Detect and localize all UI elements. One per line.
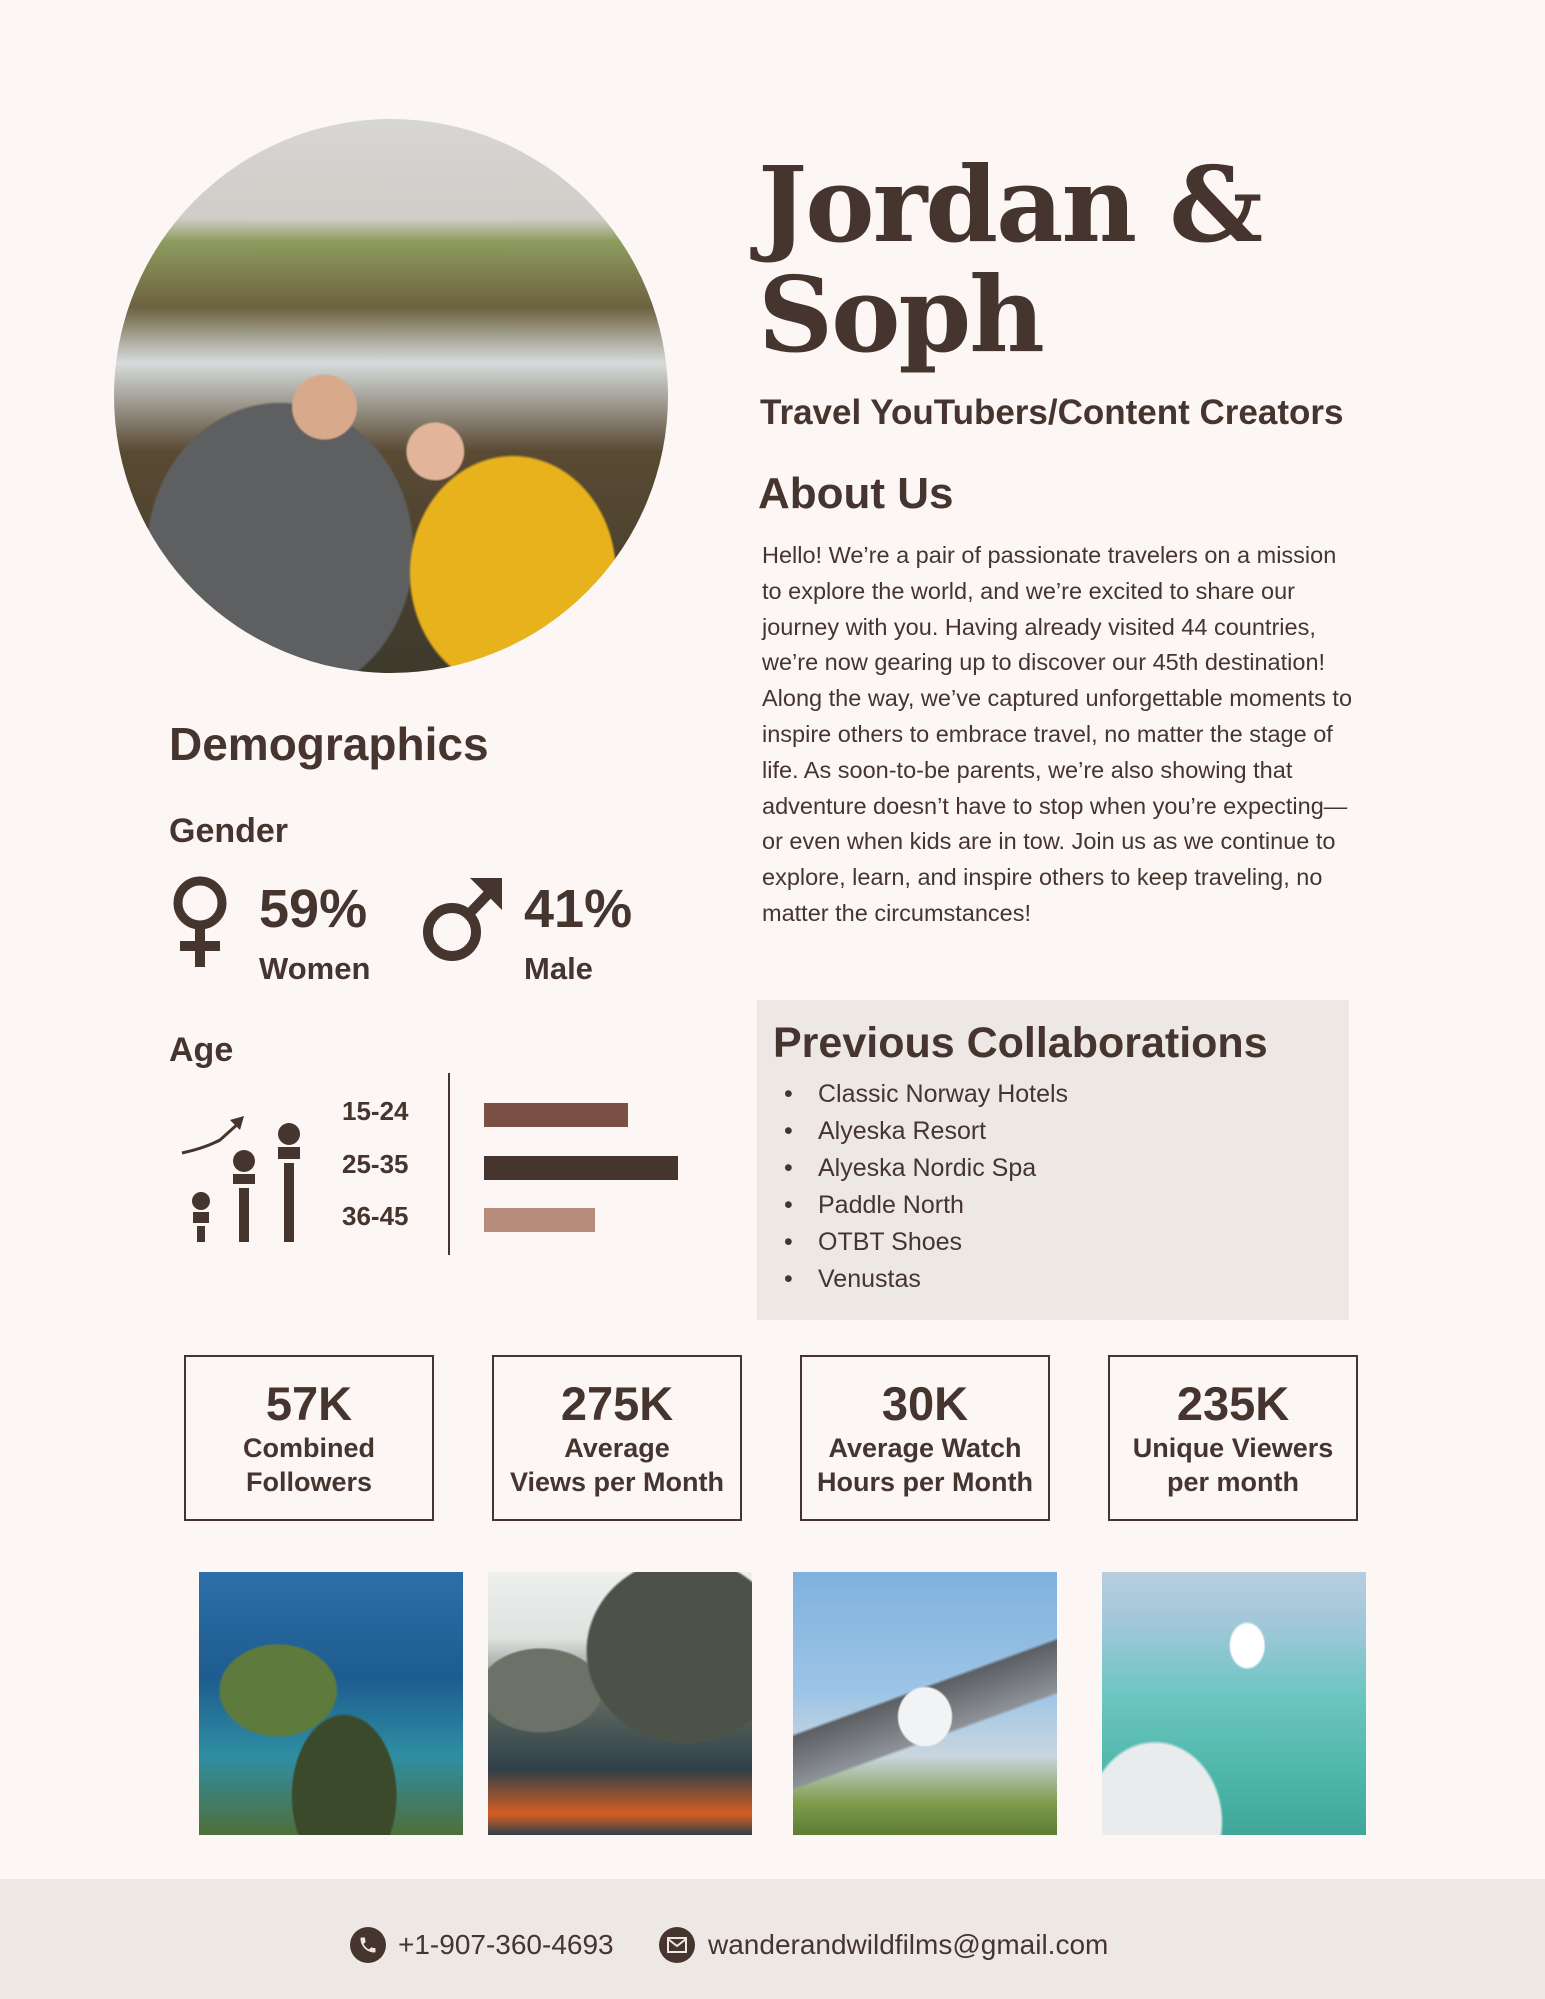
collaborations-heading: Previous Collaborations — [773, 1019, 1268, 1067]
age-label-36-45: 36-45 — [342, 1201, 409, 1231]
male-symbol-icon — [418, 870, 504, 971]
phone-number[interactable]: +1-907-360-4693 — [398, 1929, 614, 1960]
demographics-heading: Demographics — [169, 718, 489, 770]
women-percentage: 59% — [259, 879, 368, 939]
stat-label: Unique Viewers — [1132, 1433, 1334, 1463]
collaboration-item: • Alyeska Resort — [780, 1113, 1068, 1150]
stat-card-followers — [184, 1355, 434, 1521]
collaboration-item: • Alyeska Nordic Spa — [780, 1150, 1068, 1187]
collaboration-item: • Classic Norway Hotels — [780, 1076, 1068, 1113]
male-percentage: 41% — [524, 879, 633, 939]
collaboration-item: • Venustas — [780, 1261, 1068, 1298]
about-text: Hello! We’re a pair of passionate travelers on a mission to explore the world, and we’re excited to share our journey with you. Having already visited 44 countries, we’re now gearing up to discover our 45th destination! Along the way, we’ve captured unforgettable moments to inspire others to embrace travel, no matter the stage of life. As soon-to-be parents, we’re also showing that adventure doesn’t have to stop when you’re expecting—or even when kids are in tow. Join us as we continue to explore, learn, and inspire others to keep traveling, no matter the circumstances! — [762, 542, 1353, 926]
travel-photo-mountain — [793, 1572, 1057, 1835]
travel-photo-sea — [1102, 1572, 1366, 1835]
email-address[interactable]: wanderandwildfilms@gmail.com — [708, 1929, 1109, 1960]
travel-photo-coast — [199, 1572, 463, 1835]
age-bar-25-35 — [484, 1156, 678, 1180]
female-symbol-icon — [168, 873, 232, 978]
stat-label: Views per Month — [509, 1467, 725, 1497]
about-heading: About Us — [758, 469, 954, 518]
stat-label: Followers — [245, 1467, 373, 1497]
collaboration-item: • Paddle North — [780, 1187, 1068, 1224]
page-title: Jordan & Soph — [758, 143, 1262, 376]
stat-label: per month — [1167, 1467, 1299, 1497]
age-bar-15-24 — [484, 1103, 628, 1127]
stat-label: Combined — [243, 1433, 375, 1463]
collaborations-list — [780, 1076, 1068, 1298]
women-label: Women — [259, 951, 371, 986]
stat-label: Hours per Month — [817, 1467, 1033, 1497]
age-label-15-24: 15-24 — [342, 1096, 409, 1126]
collaboration-item: • OTBT Shoes — [780, 1224, 1068, 1261]
age-axis-divider — [448, 1073, 450, 1255]
stat-value: 275K — [560, 1377, 674, 1430]
hero-photo — [114, 119, 668, 673]
stat-label: Average — [564, 1433, 670, 1463]
stat-value: 30K — [881, 1377, 969, 1430]
age-bar-36-45 — [484, 1208, 595, 1232]
age-label-25-35: 25-35 — [342, 1149, 409, 1179]
envelope-icon — [659, 1927, 695, 1963]
stat-card-views — [492, 1355, 742, 1521]
stat-value: 57K — [265, 1377, 353, 1430]
gender-heading: Gender — [169, 812, 289, 850]
stat-card-unique-viewers — [1108, 1355, 1358, 1521]
male-label: Male — [524, 951, 593, 986]
subtitle: Travel YouTubers/Content Creators — [760, 393, 1344, 432]
stat-card-watch-hours — [800, 1355, 1050, 1521]
age-heading: Age — [169, 1031, 234, 1069]
travel-photo-lagoon — [488, 1572, 752, 1835]
stat-value: 235K — [1176, 1377, 1290, 1430]
stat-label: Average Watch — [828, 1433, 1022, 1463]
phone-icon — [350, 1927, 386, 1963]
age-groups-icon — [180, 1108, 310, 1248]
